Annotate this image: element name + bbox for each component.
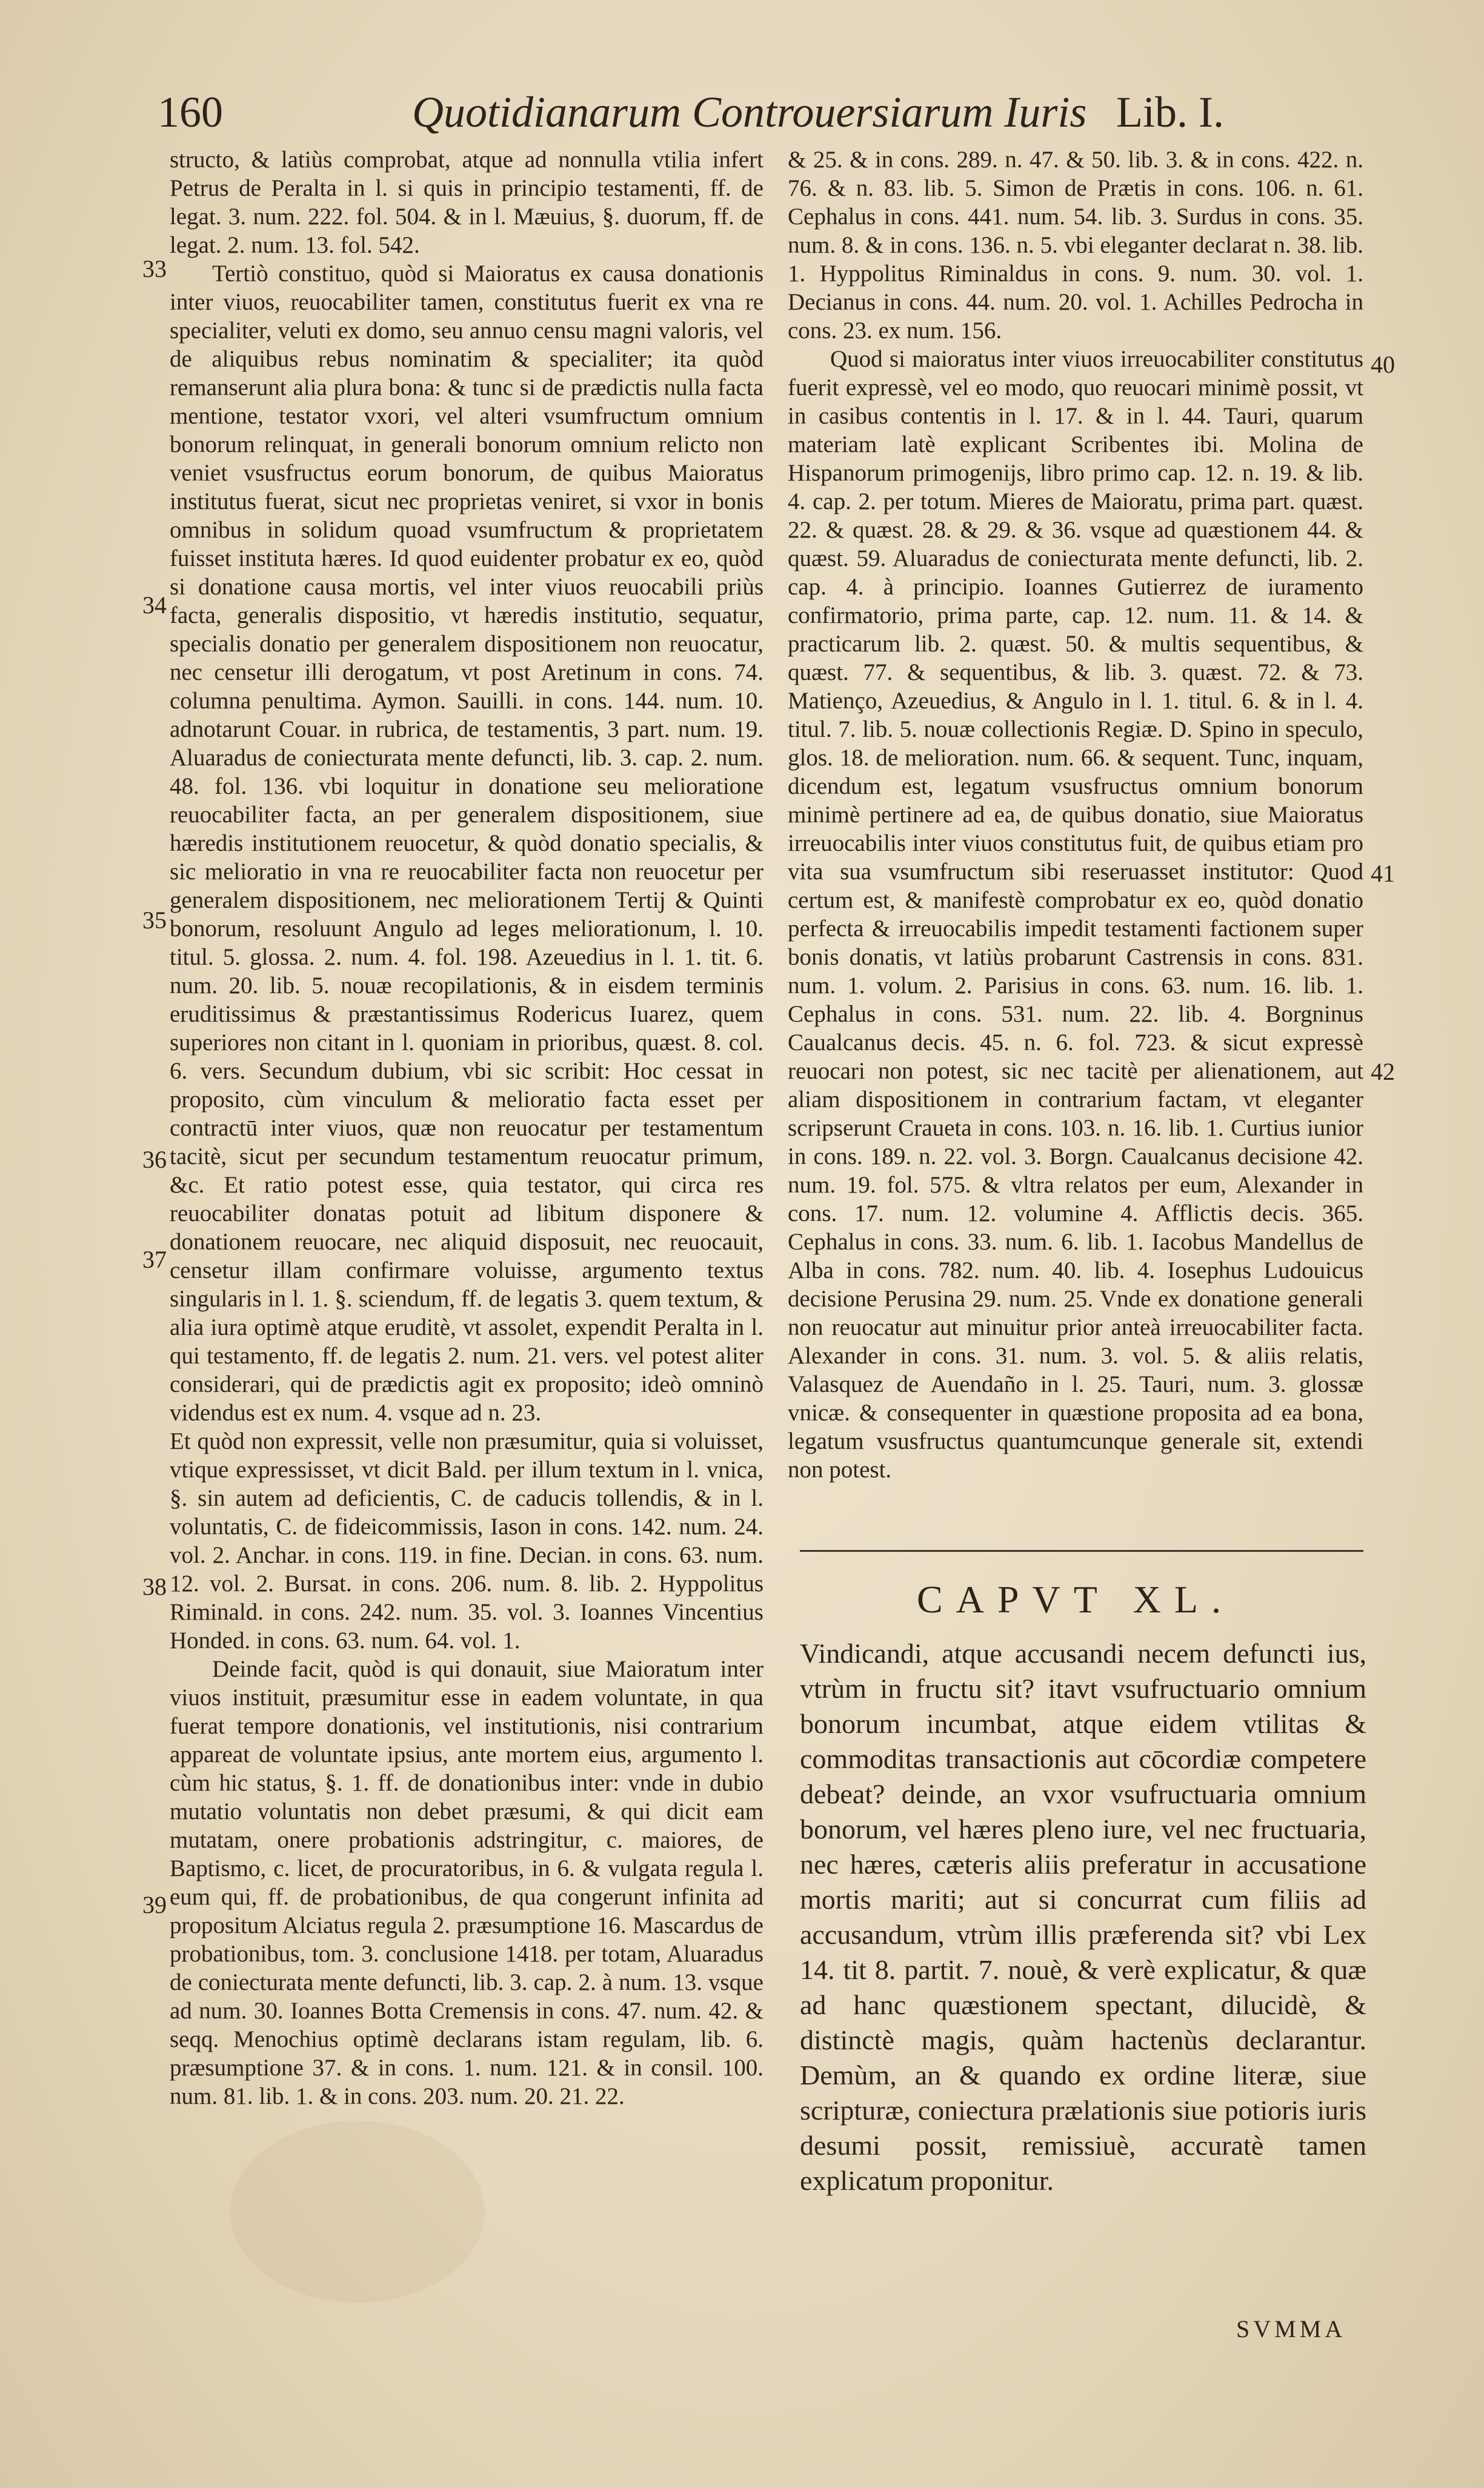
margin-number: 35 [142, 906, 167, 934]
paragraph: Tertiò constituo, quòd si Maioratus ex causa donationis inter viuos, reuocabiliter tamen, constitutus fuerit ex vna re specialiter, veluti ex domo, seu annuo censu magni valoris, vel de aliquibus rebus nominatim & specialiter; ita quòd remanserunt alia plura bona: & tunc si de prædictis nulla facta mentione, testator vxori, vel alteri vsumfructum omnium bonorum relinquat, in generali bonorum omnium relicto non veniet vsusfructus eorum bonorum, de quibus Maioratus institutus fuerat, sicut nec proprietas veniret, si vxor in bonis omnibus in solidum quoad vsumfructum & proprietatem fuisset instituta hæres. Id quod euidenter probatur ex eo, quòd si donatione causa mortis, vel inter viuos reuocabili priùs facta, generalis dispositio, vt hæredis institutio, sequatur, specialis donatio per generalem dispositionem non reuocatur, nec censetur illi derogatum, vt post Aretinum in cons. 74. columna penultima. Aymon. Sauilli. in cons. 144. num. 10. adnotarunt Couar. in rubrica, de testamentis, 3 part. num. 19. Aluaradus de coniecturata mente defuncti, lib. 3. cap. 2. num. 48. fol. 136. vbi loquitur in donatione seu melioratione reuocabiliter facta, an per generalem dispositionem, siue hæredis institutionem reuocetur, & quòd donatio specialis, & sic melioratio in vna re reuocabiliter facta non reuocetur per generalem dispositionem, nec meliorationem Tertij & Quinti bonorum, resoluunt Angulo ad leges meliorationum, l. 10. titul. 5. glossa. 2. num. 4. fol. 198. Azeuedius in l. 1. tit. 6. num. 20. lib. 5. nouæ recopilationis, & in eisdem terminis eruditissimus & præstantissimus Rodericus Iuarez, quem superiores non citant in l. quoniam in prioribus, quæst. 8. col. 6. vers. Secundum dubium, vbi sic scribit: Hoc cessat in proposito, cùm vinculum & melioratio facta esset per contractū inter viuos, quæ non reuocatur per testamentum tacitè, sicut per secundum testamentum reuocatur primum, &c. Et ratio potest esse, quia testator, qui circa res reuocabiliter donatas potuit ad libitum disponere & donationem reuocare, nec aliquid disposuit, nec reuocauit, censetur illam confirmare voluisse, argumento textus singularis in l. 1. §. sciendum, ff. de legatis 3. quem textum, & alia iura optimè atque eruditè, vt assolet, expendit Peralta in l. qui testamento, ff. de legatis 2. num. 21. vers. vel potest aliter considerari, qui de prædictis agit ex proposito; ideò omninò videndus est ex num. 4. vsque ad n. 23. [170, 261, 764, 1426]
running-title: Quotidianarum Controuersiarum Iuris [412, 88, 1087, 136]
running-header [158, 79, 1224, 145]
chapter-summary: Vindicandi, atque accusandi necem defuncti ius, vtrùm in fructu sit? itavt vsufructuario omnium bonorum incumbat, atque eidem vtilitas & commoditas transactionis aut cōcordiæ competere debeat? deinde, an vxor vsufructuaria omnium bonorum, vel hæres pleno iure, vel nec fructuaria, nec hæres, cæteris aliis preferatur in accusatione mortis mariti; aut si concurrat cum filiis ad accusandum, vtrùm illis præferenda sit? vbi Lex 14. tit 8. partit. 7. nouè, & verè explicatur, & quæ ad hanc quæstionem spectant, dilucidè, & distinctè magis, quàm hactenùs declarantur. Demùm, an & quando ex ordine literæ, siue scripturæ, coniectura prælationis siue potioris iuris desumi possit, remissiuè, accuratè tamen explicatum proponitur. [800, 1638, 1366, 2196]
paper-stain [230, 2121, 485, 2303]
paragraph: Quod si maioratus inter viuos irreuocabiliter constitutus fuerit expressè, vel eo modo, quo reuocari minimè possit, vt in casibus contentis in l. 17. & in l. 44. Tauri, quarum materiam latè explicant Scribentes ibi. Molina de Hispanorum primogenijs, libro primo cap. 12. n. 19. & lib. 4. cap. 2. per totum. Mieres de Maioratu, prima part. quæst. 22. & quæst. 28. & 29. & 36. vsque ad quæstionem 44. & quæst. 59. Aluaradus de coniecturata mente defuncti, lib. 2. cap. 4. à principio. Ioannes Gutierrez de iuramento confirmatorio, prima parte, cap. 12. num. 11. & 14. & practicarum lib. 2. quæst. 50. & multis sequentibus, & quæst. 77. & sequentibus, & lib. 3. quæst. 72. & 73. Matienço, Azeuedius, & Angulo in l. 1. titul. 6. & in l. 4. titul. 7. lib. 5. nouæ collectionis Regiæ. D. Spino in speculo, glos. 18. de melioration. num. 66. & sequent. Tunc, inquam, dicendum est, legatum vsusfructus omnium bonorum minimè pertinere ad ea, de quibus donatio, siue Maioratus irreuocabilis inter viuos constitutus fuit, de quibus etiam pro vita sua vsumfructum sibi reseruasset institutor: Quod certum est, & manifestè comprobatur ex eo, quòd donatio perfecta & irreuocabilis impedit testamenti factionem super bonis donatis, vt latiùs probarunt Castrensis in cons. 831. num. 1. volum. 2. Parisius in cons. 63. num. 16. lib. 1. Cephalus in cons. 531. num. 22. lib. 4. Borgninus Caualcanus decis. 45. n. 6. fol. 723. & sicut expressè reuocari non potest, sic nec tacitè per alienationem, aut aliam dispositionem in contrarium factam, vt eleganter scripserunt Craueta in cons. 103. n. 16. lib. 1. Curtius iunior in cons. 189. n. 22. vol. 3. Borgn. Caualcanus decisione 42. num. 19. fol. 575. & vltra relatos per eum, Alexander in cons. 17. num. 12. volumine 4. Afflictis decis. 365. Cephalus in cons. 33. num. 6. lib. 1. Iacobus Mandellus de Alba in cons. 782. num. 40. lib. 4. Iosephus Ludouicus decisione Perusina 29. num. 25. Vnde ex donatione generali non reuocatur aut minuitur prior anteà irreuocabiliter facta. Alexander in cons. 31. num. 3. vol. 5. & aliis relatis, Valasquez de Auendaño in l. 25. Tauri, num. 3. glossæ vnicæ. & consequenter in quæstione proposita ad ea bona, legatum vsusfructus quantumcunque generale sit, extendi non potest. [788, 346, 1363, 1483]
margin-number: 41 [1371, 860, 1395, 887]
paragraph: Et quòd non expressit, velle non præsumitur, quia si voluisset, vtique expressisset, vt dicit Bald. per illum textum in l. vnica, §. sin autem ad deficientis, C. de caducis tollendis, & in l. voluntatis, C. de fideicommissis, Iason in cons. 142. num. 24. vol. 2. Anchar. in cons. 119. in fine. Decian. in cons. 63. num. 12. vol. 2. Bursat. in cons. 206. num. 8. lib. 2. Hyppolitus Riminald. in cons. 242. num. 35. vol. 3. Ioannes Vincentius Honded. in cons. 63. num. 64. vol. 1. [170, 1428, 764, 1654]
section-rule [800, 1550, 1363, 1552]
right-column [788, 145, 1363, 1484]
paragraph: & 25. & in cons. 289. n. 47. & 50. lib. 3. & in cons. 422. n. 76. & n. 83. lib. 5. Simon de Prætis in cons. 106. n. 61. Cephalus in cons. 441. num. 54. lib. 3. Surdus in cons. 35. num. 8. & in cons. 136. n. 5. vbi eleganter declarat n. 38. lib. 1. Hyppolitus Riminaldus in cons. 9. num. 30. vol. 1. Decianus in cons. 44. num. 20. vol. 1. Achilles Pedrocha in cons. 23. ex num. 156. [788, 147, 1363, 344]
margin-number: 39 [142, 1891, 167, 1918]
margin-number: 42 [1371, 1058, 1395, 1085]
chapter-heading: CAPVT XL. [917, 1578, 1234, 1621]
book-label: Lib. I. [1116, 88, 1224, 136]
paragraph: structo, & latiùs comprobat, atque ad nonnulla vtilia infert Petrus de Peralta in l. si quis in principio testamenti, ff. de legat. 3. num. 222. fol. 504. & in l. Mæuius, §. duorum, ff. de legat. 2. num. 13. fol. 542. [170, 147, 764, 258]
page-number: 160 [158, 88, 223, 136]
paragraph: Deinde facit, quòd is qui donauit, siue Maioratum inter viuos instituit, præsumitur esse in eadem voluntate, in qua fuerat tempore donationis, vel institutionis, nisi contrarium appareat de voluntate ipsius, ante mortem eius, argumento l. cùm hic status, §. 1. ff. de donationibus inter: vnde in dubio mutatio voluntatis non debet præsumi, & qui dicit eam mutatam, onere probationis adstringitur, c. maiores, de Baptismo, c. licet, de procuratoribus, in 6. & vulgata regula l. eum qui, ff. de probationibus, de qua congerunt infinita ad propositum Alciatus regula 2. præsumptione 16. Mascardus de probationibus, tom. 3. conclusione 1418. per totam, Aluaradus de coniecturata mente defuncti, lib. 3. cap. 2. à num. 13. vsque ad num. 30. Ioannes Botta Cremensis in cons. 47. num. 42. & seqq. Menochius optimè declarans istam regulam, lib. 6. præsumptione 37. & in cons. 1. num. 121. & in consil. 100. num. 81. lib. 1. & in cons. 203. num. 20. 21. 22. [170, 1656, 764, 2109]
margin-number: 37 [142, 1246, 167, 1273]
margin-number: 34 [142, 591, 167, 619]
margin-number: 33 [142, 255, 167, 282]
margin-number: 40 [1371, 351, 1395, 378]
catchword: SVMMA [1236, 2315, 1346, 2343]
left-column [170, 145, 764, 2110]
margin-number: 36 [142, 1146, 167, 1173]
margin-number: 38 [142, 1573, 167, 1600]
